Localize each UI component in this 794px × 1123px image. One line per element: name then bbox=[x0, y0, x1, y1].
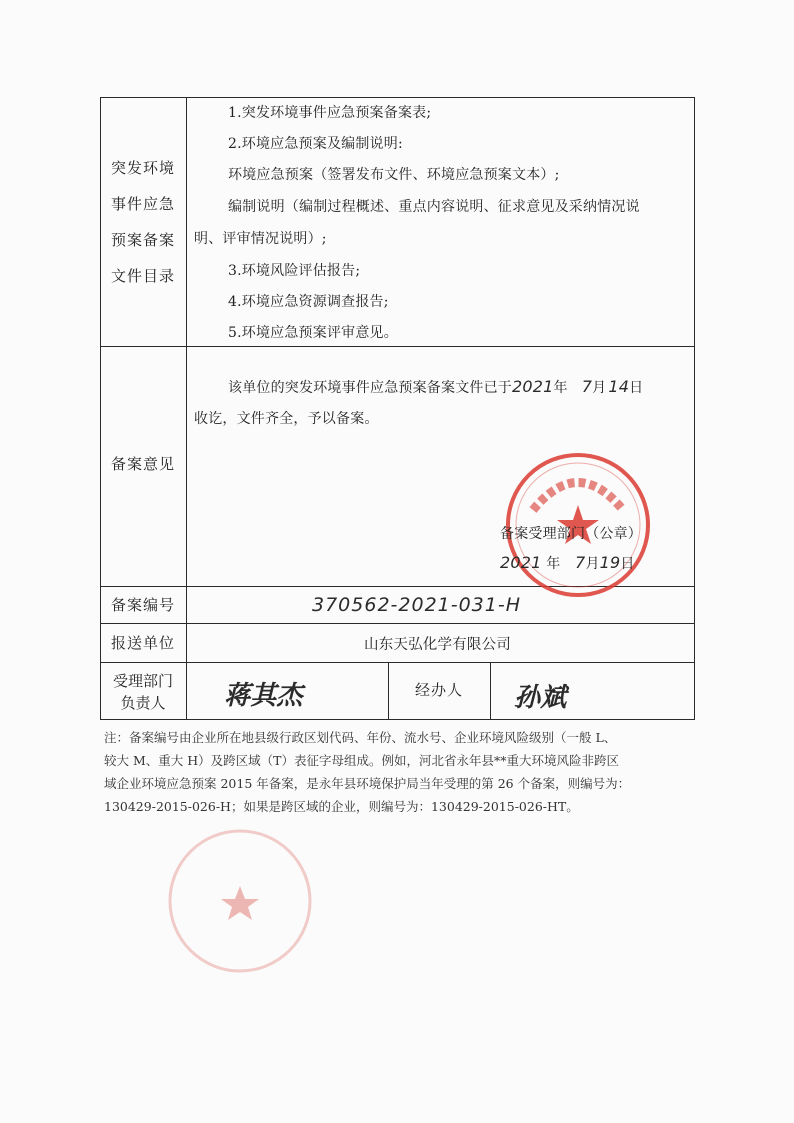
row1-label-line: 事件应急 bbox=[110, 195, 175, 213]
note-line: 较大 M、重大 H）及跨区域（T）表征字母组成。例如，河北省永年县**重大环境风险非跨区 bbox=[104, 753, 619, 768]
handler-label: 经办人 bbox=[414, 681, 463, 699]
filing-opinion-text-line2: 收讫，文件齐全，予以备案。 bbox=[194, 411, 379, 427]
responsible-person-signature: 蒋其杰 bbox=[224, 681, 303, 711]
responsible-label-line: 受理部门 bbox=[112, 672, 173, 690]
opinion-text-prefix: 该单位的突发环境事件应急预案备案文件已于 bbox=[228, 380, 512, 396]
year-char: 年 bbox=[553, 380, 568, 396]
file-list-item: 2.环境应急预案及编制说明: bbox=[228, 136, 403, 152]
note-line: 注：备案编号由企业所在地县级行政区划代码、年份、流水号、企业环境风险级别（一般 L、 bbox=[104, 730, 617, 745]
row-divider bbox=[100, 623, 695, 624]
row1-label-line: 预案备案 bbox=[110, 231, 175, 249]
file-list-item: 4.环境应急资源调查报告; bbox=[228, 294, 389, 310]
date-day: 19 bbox=[599, 553, 621, 572]
filing-table bbox=[100, 97, 695, 720]
month-char: 月 bbox=[592, 380, 607, 396]
file-list-item: 1.突发环境事件应急预案备案表; bbox=[228, 105, 432, 121]
file-list-item: 5.环境应急预案评审意见。 bbox=[228, 325, 398, 341]
date-year-char: 年 bbox=[546, 556, 561, 572]
filing-dept-seal-label: 备案受理部门（公章） bbox=[500, 526, 642, 542]
note-line: 域企业环境应急预案 2015 年备案，是永年县环境保护局当年受理的第 26 个备案，则编号为： bbox=[104, 776, 631, 791]
row1-label-line: 文件目录 bbox=[110, 267, 175, 285]
handwritten-day: 14 bbox=[608, 377, 630, 396]
file-list-item: 明、评审情况说明）; bbox=[194, 231, 327, 247]
table-note bbox=[104, 726, 704, 818]
responsible-person-label bbox=[100, 670, 186, 714]
filing-opinion-text bbox=[228, 377, 643, 397]
date-month: 7 bbox=[575, 553, 586, 572]
file-list-item: 3.环境风险评估报告; bbox=[228, 263, 361, 279]
row1-label-line: 突发环境 bbox=[110, 159, 175, 177]
faded-seal-icon bbox=[165, 826, 315, 976]
row-divider bbox=[100, 346, 695, 347]
handwritten-month: 7 bbox=[581, 377, 593, 396]
label-column-divider bbox=[186, 97, 187, 720]
filing-number-value: 370562-2021-031-H bbox=[312, 594, 522, 616]
handwritten-year: 2021 bbox=[512, 377, 554, 396]
note-line: 130429-2015-026-H；如果是跨区域的企业，则编号为：130429-2015-026-HT。 bbox=[104, 799, 579, 814]
cell-divider bbox=[490, 662, 491, 720]
date-day-char: 日 bbox=[620, 556, 635, 572]
file-list-item: 环境应急预案（签署发布文件、环境应急预案文本）; bbox=[228, 167, 560, 183]
row1-label bbox=[100, 150, 186, 294]
filing-date bbox=[500, 553, 635, 573]
date-month-char: 月 bbox=[585, 556, 600, 572]
row-divider bbox=[100, 662, 695, 663]
date-year: 2021 bbox=[500, 553, 542, 572]
filing-opinion-label: 备案意见 bbox=[110, 455, 175, 473]
submitting-unit-value: 山东天弘化学有限公司 bbox=[364, 637, 511, 653]
handler-signature: 孙斌 bbox=[514, 683, 567, 713]
file-list-item: 编制说明（编制过程概述、重点内容说明、征求意见及采纳情况说 bbox=[228, 199, 640, 215]
submitting-unit-label: 报送单位 bbox=[110, 634, 175, 652]
filing-number-label: 备案编号 bbox=[110, 596, 175, 614]
responsible-label-line: 负责人 bbox=[120, 694, 166, 712]
day-char: 日 bbox=[629, 380, 644, 396]
